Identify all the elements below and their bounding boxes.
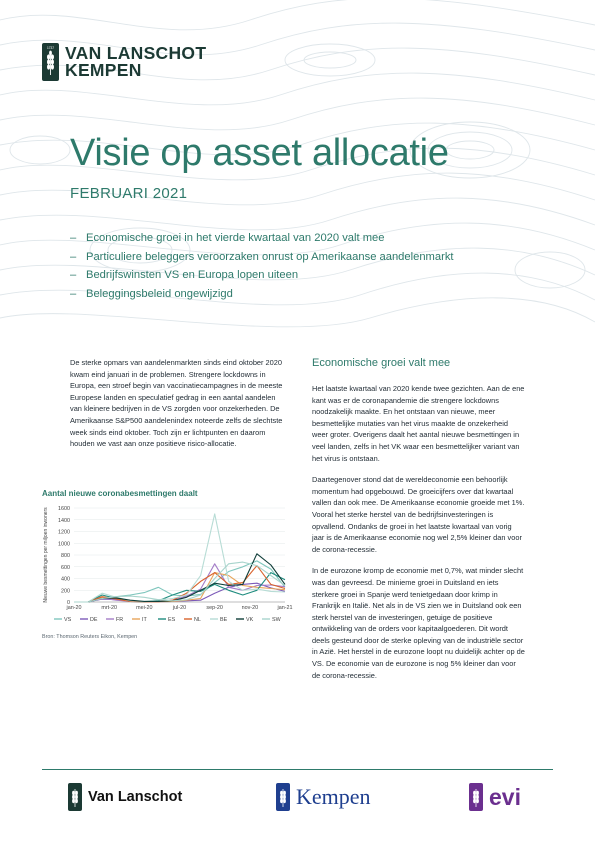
brand-label: evi	[489, 783, 521, 810]
wheat-icon	[276, 783, 290, 811]
body-paragraph: Het laatste kwartaal van 2020 kende twee gezichten. Aan de ene kant was er de coronapandemie die strengere lockdowns noodzakelijk maakte. En het ontstaan van nieuwe, meer besmettelijke mutaties van het virus maakte de onzekerheid weer groter. Overigens daalt het aantal nieuwe besmettingen in veel landen, zelfs in het VK waar een besmettelijker variant van het virus is ontstaan.	[312, 384, 525, 463]
x-tick-label: mei-20	[136, 605, 153, 611]
brand-van-lanschot	[68, 783, 182, 811]
y-tick-label: 1000	[58, 541, 70, 548]
page-subtitle: FEBRUARI 2021	[70, 185, 188, 202]
body-paragraph: Daartegenover stond dat de wereldeconomie een behoorlijk momentum had opgebouwd. De groeicijfers over dat kwartaal vallen dan ook mee. De Amerikaanse economie groeide met 1%. Vooral het sterke herstel van de bedrijfsinvesteringen is opvallend. Ondanks de groei in het laatste kwartaal van vorig jaar is de Amerikaanse economie nog wel 2,5% kleiner dan voor de corona-recessie.	[312, 475, 525, 554]
legend-label: VK	[246, 617, 254, 623]
van-lanschot-kempen-logo	[42, 43, 206, 81]
legend-label: VS	[64, 617, 72, 623]
legend-label: FR	[116, 617, 124, 623]
left-column	[70, 357, 288, 460]
legend-label: DE	[90, 617, 98, 623]
logo-wordmark	[65, 45, 206, 79]
logo-year: 1737	[46, 46, 55, 50]
footer-divider	[42, 769, 553, 770]
page-title: Visie op asset allocatie	[70, 132, 449, 174]
key-point: – Particuliere beleggers veroorzaken onrust op Amerikaanse aandelenmarkt	[70, 250, 454, 263]
logo-line-1: VAN LANSCHOT	[65, 43, 207, 63]
x-tick-label: jan-20	[66, 605, 82, 611]
x-tick-label: nov-20	[241, 605, 259, 611]
y-tick-label: 200	[61, 588, 70, 595]
wheat-icon	[68, 783, 82, 811]
y-tick-label: 600	[61, 564, 70, 571]
chart-title: Aantal nieuwe coronabesmettingen daalt	[42, 489, 198, 498]
brand-evi	[469, 783, 521, 811]
y-tick-label: 1200	[58, 529, 70, 536]
legend-label: ES	[168, 617, 176, 623]
x-tick-label: jul-20	[172, 605, 187, 611]
brand-label: Van Lanschot	[88, 789, 183, 805]
section-heading: Economische groei valt mee	[312, 357, 451, 369]
x-tick-label: mrt-20	[101, 605, 117, 611]
x-tick-label: jan-21	[277, 605, 293, 611]
y-tick-label: 0	[67, 600, 70, 606]
logo-line-2: KEMPEN	[65, 60, 142, 80]
legend-label: NL	[194, 617, 201, 623]
infections-line-chart	[40, 502, 293, 624]
brand-kempen	[276, 783, 371, 811]
y-tick-label: 1400	[58, 517, 70, 524]
right-column	[312, 357, 526, 691]
legend-label: IT	[142, 617, 147, 623]
wheat-icon	[469, 783, 483, 811]
y-tick-label: 400	[61, 576, 70, 583]
key-point: – Bedrijfswinsten VS en Europa lopen uiteen	[70, 269, 299, 281]
brand-label: Kempen	[296, 784, 371, 809]
y-axis-label: Nieuwe besmettingen per miljoen inwoners	[43, 507, 49, 603]
x-tick-label: sep-20	[206, 605, 223, 611]
legend-label: BE	[220, 617, 228, 623]
key-point: – Economische groei in het vierde kwartaal van 2020 valt mee	[70, 232, 385, 244]
legend-label: SW	[272, 617, 281, 623]
chart-source: Bron: Thomson Reuters Eikon, Kempen	[42, 634, 138, 640]
y-tick-label: 800	[61, 553, 70, 559]
key-point: – Beleggingsbeleid ongewijzigd	[70, 287, 233, 300]
y-tick-label: 1600	[58, 506, 70, 512]
body-paragraph: In de eurozone kromp de economie met 0,7%, wat minder slecht was dan gevreesd. De minieme groei in Duitsland en iets sterkere groei in Spanje werd tenietgedaan door krimp in Frankrijk en Italië. Net als in de VS zien we in Duitsland ook een sterk herstel van de investeringen, getuige de positieve ontwikkeling van de orders voor kapitaalgoederen. Dit wordt deels gesteund door de sterke opleving van de industriële sector in Azië. Het herstel in de eurozone loopt nu duidelijk achter op de VS. De economie van de eurozone is nog 5% kleiner dan voor de corona-recessie.	[312, 566, 525, 680]
intro-paragraph: De sterke opmars van aandelenmarkten sinds eind oktober 2020 kwam eind januari in de problemen. Strengere lockdowns in Europa, een stroef begin van vaccinatiecampagnes in de meeste Europese landen en speculatief gedrag in een aantal aandelen van kleinere bedrijven in de VS zorgden voor onzekerheden. De Amerikaanse S&P500 aandelenindex noteerde zelfs de slechtste week sinds eind oktober. Toch zijn er lichtpunten en daarom houden we vast aan onze positieve risico-allocatie.	[70, 358, 283, 449]
wheat-icon	[42, 43, 59, 81]
series-line-be	[74, 514, 285, 602]
hero-banner	[0, 0, 595, 325]
key-points-list	[70, 229, 454, 303]
